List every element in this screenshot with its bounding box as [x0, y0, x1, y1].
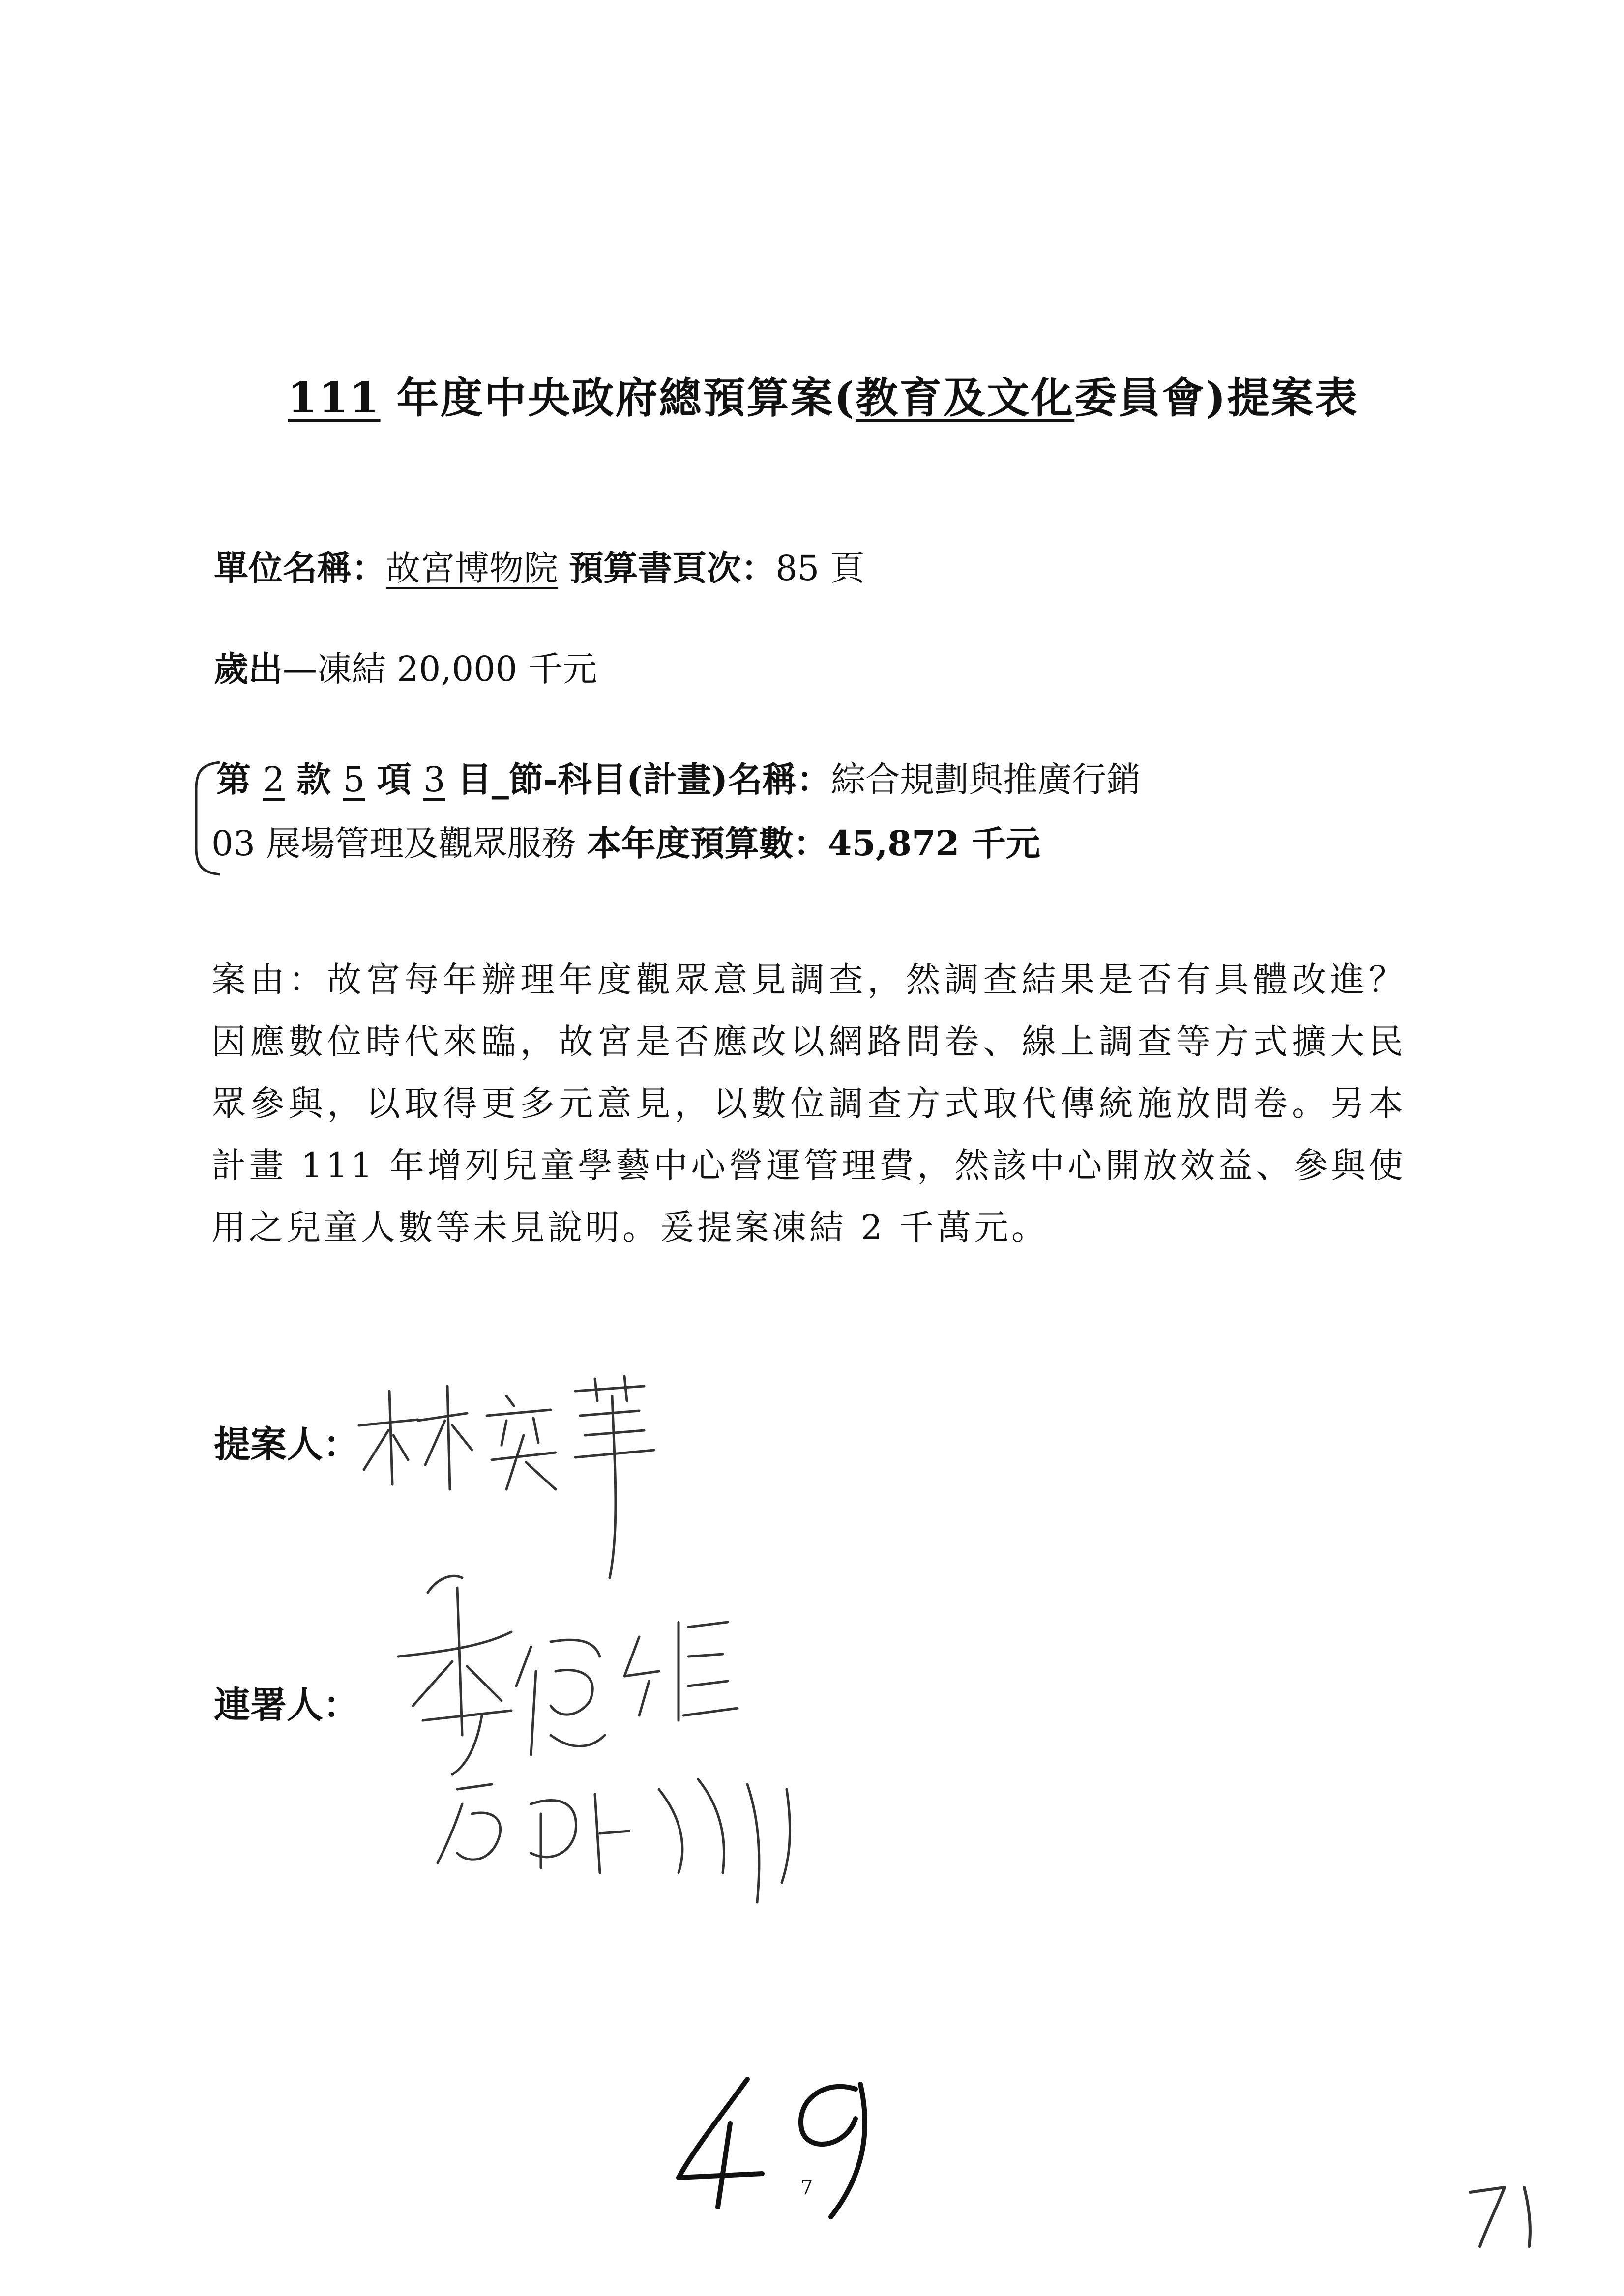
unit-label: 單位名稱：: [214, 548, 386, 588]
cosigner-signatures: [384, 1558, 826, 1912]
handwritten-page-number: [649, 2060, 905, 2222]
handwritten-corner-number: [1455, 2173, 1559, 2256]
reason-paragraph: 案由：故宮每年辦理年度觀眾意見調查，然調查結果是否有具體改進？因應數位時代來臨，故宮是否應改以網路問卷、線上調查等方式擴大民眾參與，以取得更多元意見，以數位調查方式取代傳統施放問卷。另本計畫 111 年增列兒童學藝中心營運管理費，然該中心開放效益、參與使用之兒童人數等未見說明。爰提案凍結 2 千萬元。: [211, 959, 1406, 1248]
unit-name: 故宮博物院: [386, 548, 558, 588]
subject-xiang: 5: [343, 759, 365, 800]
cosigner-label: 連署人：: [214, 1684, 359, 1726]
subject-text: 項: [365, 759, 423, 800]
title-year: 111: [288, 373, 381, 423]
subject-line-1: [216, 752, 1141, 802]
proposer-label: 提案人：: [214, 1424, 359, 1466]
printed-page-number: 7: [800, 2177, 813, 2199]
budget-page-label: 預算書頁次：: [569, 548, 776, 588]
subject-mu: 3: [423, 759, 445, 800]
subject-kuan: 2: [263, 759, 285, 800]
annual-budget: 本年度預算數：45,872 千元: [587, 823, 1040, 864]
title-text-2: 委員會)提案表: [1074, 373, 1358, 423]
subject-program: 03 展場管理及觀眾服務: [211, 823, 587, 864]
page-title: [288, 364, 1358, 425]
title-text-1: 年度中央政府總預算案(: [380, 373, 856, 423]
subject-text: 款: [284, 759, 343, 800]
subject-name: 綜合規劃與推廣行銷: [831, 759, 1141, 800]
expenditure-line: [214, 641, 597, 691]
subject-text: 目_節-科目(計畫)名稱：: [445, 759, 831, 800]
budget-page-value: 85 頁: [775, 548, 865, 588]
unit-line: [214, 541, 865, 590]
subject-text: 第: [216, 759, 263, 800]
title-committee: 教育及文化: [856, 373, 1075, 423]
expenditure-text: —凍結 20,000 千元: [283, 649, 597, 689]
expenditure-label: 歲出: [214, 648, 283, 689]
subject-line-2: [211, 816, 1040, 866]
